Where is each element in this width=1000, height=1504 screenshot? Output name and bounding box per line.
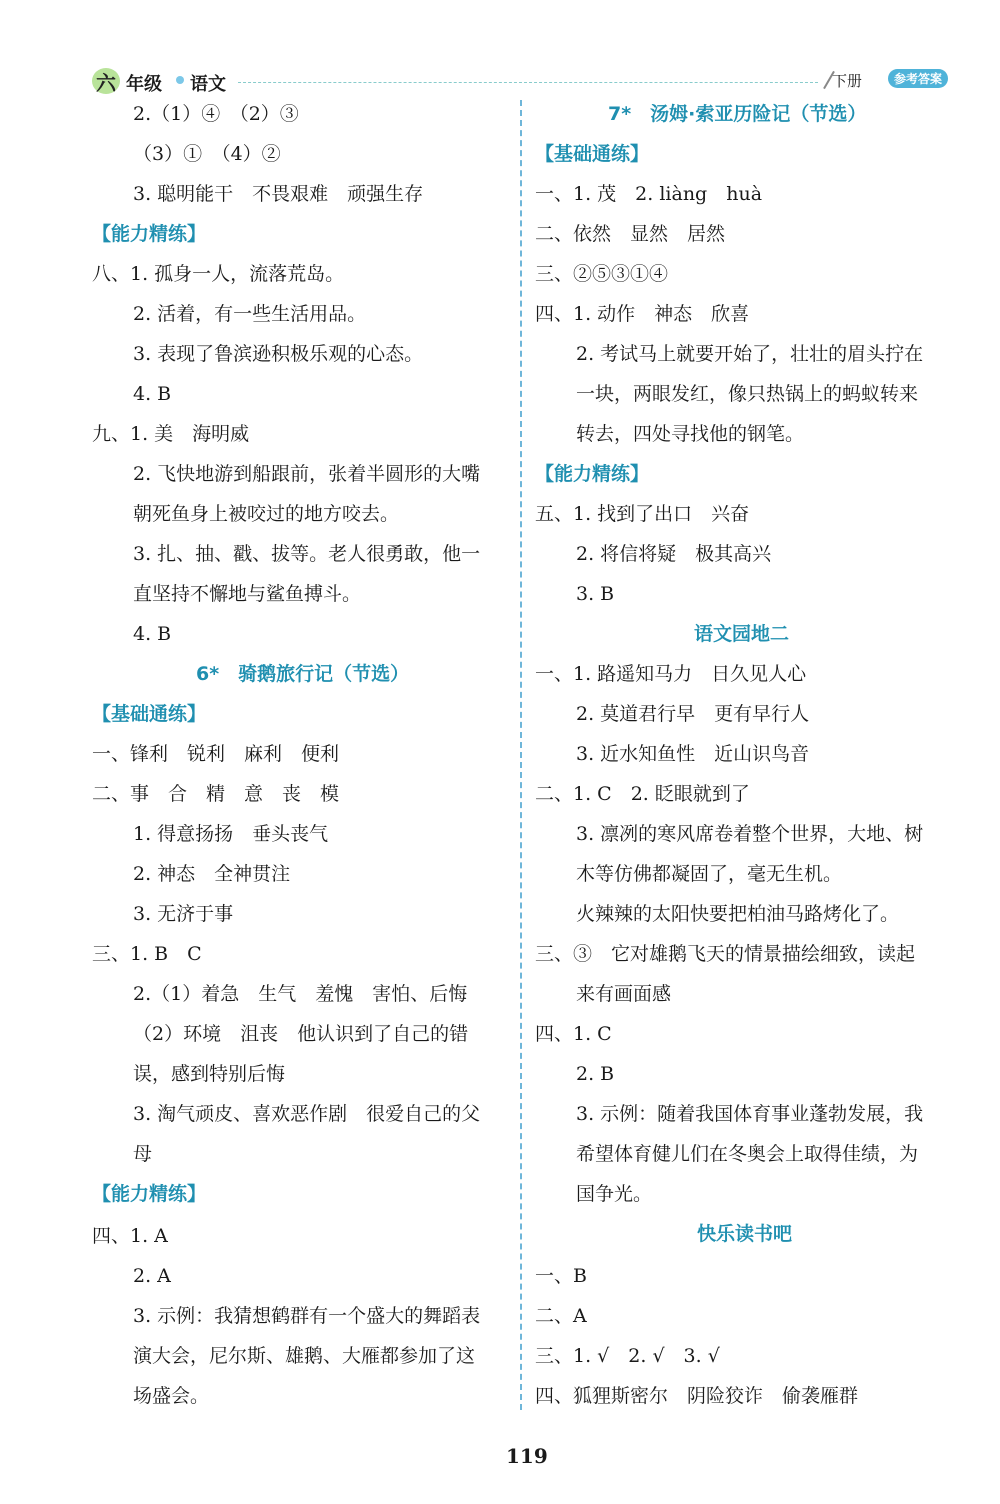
header-rule xyxy=(238,82,818,83)
answer-line: 一块，两眼发红，像只热锅上的蚂蚁转来 xyxy=(576,383,919,405)
answer-line: 2. 将信将疑 极其高兴 xyxy=(576,543,772,565)
answer-line: 八、1. 孤身一人，流落荒岛。 xyxy=(92,263,345,285)
answer-line: 2. 考试马上就要开始了，壮壮的眉头拧在 xyxy=(576,343,924,365)
answer-line: 演大会，尼尔斯、雄鹅、大雁都参加了这 xyxy=(133,1345,476,1367)
answer-line: 二、1. C 2. 眨眼就到了 xyxy=(535,783,750,805)
answer-line: 木等仿佛都凝固了，毫无生机。 xyxy=(576,863,843,885)
answer-line: 2. B xyxy=(576,1063,615,1085)
answer-line: 2. 飞快地游到船跟前，张着半圆形的大嘴 xyxy=(133,463,481,485)
answer-line: 4. B xyxy=(133,623,172,645)
section-heading: 【能力精练】 xyxy=(92,1183,207,1205)
answer-line: 2. 活着，有一些生活用品。 xyxy=(133,303,367,325)
answer-line: 三、③ 它对雄鹅飞天的情景描绘细致，读起 xyxy=(535,943,916,965)
answer-line: 3. 凛冽的寒风席卷着整个世界，大地、树 xyxy=(576,823,924,845)
subject-label: 语文 xyxy=(190,74,226,95)
answer-line: 四、狐狸斯密尔 阴险狡诈 偷袭雁群 xyxy=(535,1385,859,1407)
answer-line: 希望体育健儿们在冬奥会上取得佳绩，为 xyxy=(576,1143,919,1165)
answer-line: 3. 无济于事 xyxy=(133,903,234,925)
lesson-title: 6* 骑鹅旅行记（节选） xyxy=(196,663,410,685)
page-header xyxy=(88,66,948,96)
answer-line: 转去，四处寻找他的钢笔。 xyxy=(576,423,805,445)
answer-line: 一、锋利 锐利 麻利 便利 xyxy=(92,743,340,765)
answer-line: 3. B xyxy=(576,583,615,605)
answer-line: 2. 莫道君行早 更有早行人 xyxy=(576,703,810,725)
answer-line: 3. 示例：随着我国体育事业蓬勃发展，我 xyxy=(576,1103,924,1125)
answer-line: 五、1. 找到了出口 兴奋 xyxy=(535,503,750,525)
lesson-title: 7* 汤姆·索亚历险记（节选） xyxy=(608,103,867,125)
section-heading: 【基础通练】 xyxy=(535,143,650,165)
answer-line: 3. 淘气顽皮、喜欢恶作剧 很爱自己的父 xyxy=(133,1103,481,1125)
answer-line: 四、1. 动作 神态 欣喜 xyxy=(535,303,750,325)
volume-label: 下册 xyxy=(831,72,862,90)
answer-line: 3. 示例：我猜想鹤群有一个盛大的舞蹈表 xyxy=(133,1305,481,1327)
answer-line: 2. A xyxy=(133,1265,171,1287)
answer-line: （2）环境 沮丧 他认识到了自己的错 xyxy=(133,1023,469,1045)
answer-line: 三、1. √ 2. √ 3. √ xyxy=(535,1345,720,1367)
answer-line: 场盛会。 xyxy=(133,1385,210,1407)
answer-line: 二、依然 显然 居然 xyxy=(535,223,726,245)
answer-line: 四、1. C xyxy=(535,1023,612,1045)
lesson-title: 语文园地二 xyxy=(694,623,790,645)
answer-line: 国争光。 xyxy=(576,1183,653,1205)
answers-badge: 参考答案 xyxy=(888,69,948,88)
answer-line: 3. 表现了鲁滨逊积极乐观的心态。 xyxy=(133,343,424,365)
answer-line: 二、事 合 精 意 丧 模 xyxy=(92,783,340,805)
section-heading: 【基础通练】 xyxy=(92,703,207,725)
answer-line: 3. 近水知鱼性 近山识鸟音 xyxy=(576,743,810,765)
answer-line: 2. 神态 全神贯注 xyxy=(133,863,291,885)
answer-line: 朝死鱼身上被咬过的地方咬去。 xyxy=(133,503,400,525)
column-divider xyxy=(520,100,522,1410)
answer-line: 母 xyxy=(133,1143,153,1165)
header-dot-icon xyxy=(176,76,184,84)
answer-line: 一、1. 路遥知马力 日久见人心 xyxy=(535,663,807,685)
section-heading: 【能力精练】 xyxy=(92,223,207,245)
answer-line: 三、1. B C xyxy=(92,943,202,965)
answer-line: 直坚持不懈地与鲨鱼搏斗。 xyxy=(133,583,362,605)
answer-line: 九、1. 美 海明威 xyxy=(92,423,250,445)
answer-line: 4. B xyxy=(133,383,172,405)
grade-label: 年级 xyxy=(126,74,162,95)
answer-line: 一、B xyxy=(535,1265,587,1287)
grade-badge: 六 xyxy=(92,68,120,94)
answer-line: 三、②⑤③①④ xyxy=(535,263,669,285)
lesson-title: 快乐读书吧 xyxy=(697,1223,793,1245)
answer-line: 3. 扎、抽、戳、拔等。老人很勇敢，他一 xyxy=(133,543,481,565)
answer-line: 2.（1）着急 生气 羞愧 害怕、后悔 xyxy=(133,983,468,1005)
answer-line: 误，感到特别后悔 xyxy=(133,1063,286,1085)
answer-line: 1. 得意扬扬 垂头丧气 xyxy=(133,823,329,845)
answer-line: 四、1. A xyxy=(92,1225,168,1247)
answer-line: （3）① （4）② xyxy=(133,143,281,165)
answer-line: 来有画面感 xyxy=(576,983,672,1005)
answer-line: 2.（1）④ （2）③ xyxy=(133,103,299,125)
answer-line: 一、1. 茂 2. liàng huà xyxy=(535,183,763,205)
answer-line: 二、A xyxy=(535,1305,587,1327)
answer-line: 3. 聪明能干 不畏艰难 顽强生存 xyxy=(133,183,424,205)
section-heading: 【能力精练】 xyxy=(535,463,650,485)
page-number: 119 xyxy=(506,1444,548,1468)
answer-line: 火辣辣的太阳快要把柏油马路烤化了。 xyxy=(576,903,900,925)
